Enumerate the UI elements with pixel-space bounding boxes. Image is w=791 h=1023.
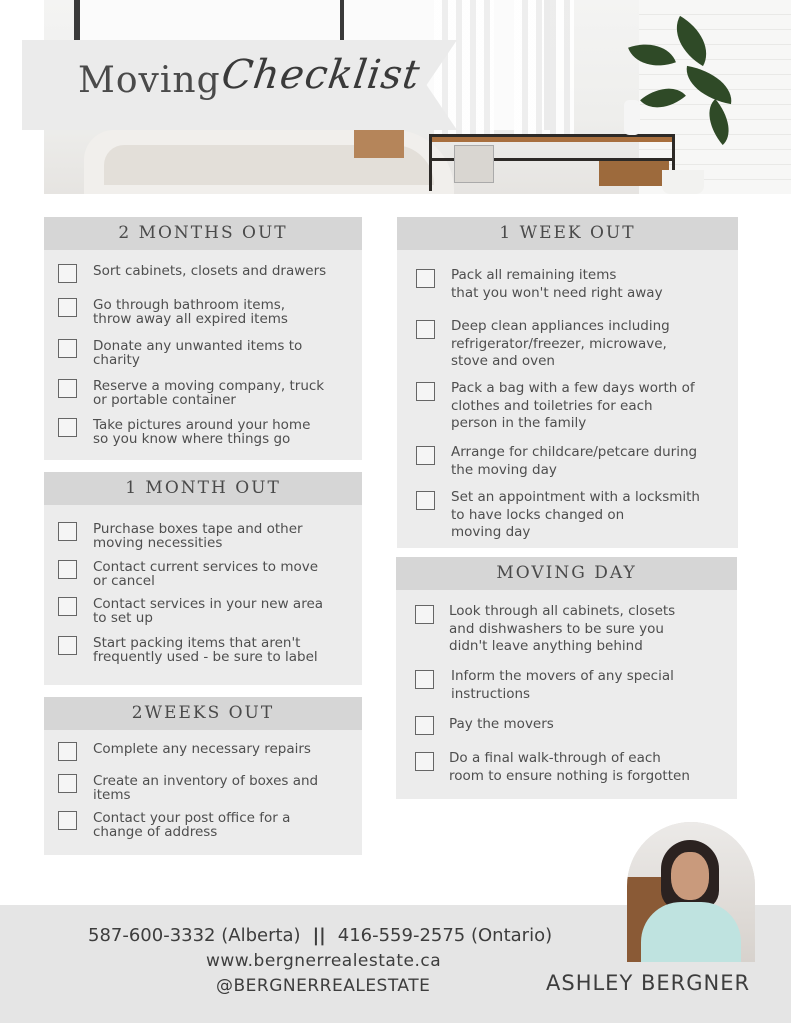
section-1-month-out xyxy=(44,472,362,685)
item-text: Deep clean appliances including refrigerator/freezer, microwave, stove and oven xyxy=(451,318,670,369)
section-title: 1 MONTH OUT xyxy=(44,472,362,505)
section-2-weeks-out xyxy=(44,697,362,855)
section-title: 1 WEEK OUT xyxy=(397,217,738,250)
item-text: Contact services in your new area to set up xyxy=(93,596,324,626)
checkbox[interactable] xyxy=(58,811,77,830)
checkbox[interactable] xyxy=(416,320,435,339)
section-moving-day xyxy=(396,557,737,799)
item-text: Arrange for childcare/petcare during the moving day xyxy=(451,444,698,478)
checkbox[interactable] xyxy=(58,597,77,616)
checkbox[interactable] xyxy=(416,269,435,288)
item-text: Contact current services to move or cancel xyxy=(93,559,319,589)
section-1-week-out xyxy=(397,217,738,548)
section-title: MOVING DAY xyxy=(396,557,737,590)
phone-ontario[interactable]: 416-559-2575 (Ontario) xyxy=(337,925,553,946)
website-link[interactable]: www.bergnerrealestate.ca xyxy=(206,951,442,971)
checkbox[interactable] xyxy=(58,339,77,358)
agent-name: ASHLEY BERGNER xyxy=(546,971,751,995)
checkbox[interactable] xyxy=(415,670,434,689)
checkbox[interactable] xyxy=(58,418,77,437)
checkbox[interactable] xyxy=(58,560,77,579)
checkbox[interactable] xyxy=(58,298,77,317)
item-text: Donate any unwanted items to charity xyxy=(93,338,303,368)
agent-photo xyxy=(627,822,755,962)
item-text: Complete any necessary repairs xyxy=(93,741,311,757)
item-text: Reserve a moving company, truck or portable container xyxy=(93,378,325,408)
checkbox[interactable] xyxy=(416,446,435,465)
checkbox[interactable] xyxy=(416,382,435,401)
checkbox[interactable] xyxy=(58,522,77,541)
section-title: 2WEEKS OUT xyxy=(44,697,362,730)
item-text: Inform the movers of any special instructions xyxy=(451,668,674,702)
title-word-moving: Moving xyxy=(78,60,221,101)
section-2-months-out xyxy=(44,217,362,460)
checkbox[interactable] xyxy=(415,752,434,771)
checkbox[interactable] xyxy=(58,774,77,793)
checkbox[interactable] xyxy=(415,605,434,624)
item-text: Create an inventory of boxes and items xyxy=(93,773,319,803)
checkbox[interactable] xyxy=(416,491,435,510)
checkbox[interactable] xyxy=(58,264,77,283)
item-text: Pay the movers xyxy=(449,716,554,732)
title-word-checklist: Checklist xyxy=(218,52,424,98)
item-text: Pack a bag with a few days worth of clothes and toiletries for each person in the family xyxy=(451,380,695,431)
item-text: Do a final walk-through of each room to ensure nothing is forgotten xyxy=(449,750,690,784)
checkbox[interactable] xyxy=(58,379,77,398)
checkbox[interactable] xyxy=(415,716,434,735)
item-text: Purchase boxes tape and other moving necessities xyxy=(93,521,303,551)
phone-numbers xyxy=(88,925,552,946)
checkbox[interactable] xyxy=(58,636,77,655)
phone-alberta[interactable]: 587-600-3332 (Alberta) xyxy=(88,925,301,946)
item-text: Look through all cabinets, closets and dishwashers to be sure you didn't leave anything behind xyxy=(449,603,676,654)
phone-separator: || xyxy=(312,925,326,946)
item-text: Start packing items that aren't frequently used - be sure to label xyxy=(93,635,318,665)
item-text: Sort cabinets, closets and drawers xyxy=(93,263,327,279)
item-text: Go through bathroom items, throw away all expired items xyxy=(93,297,288,327)
social-handle[interactable]: @BERGNERREALESTATE xyxy=(216,976,431,996)
item-text: Pack all remaining items that you won't need right away xyxy=(451,267,663,301)
checkbox[interactable] xyxy=(58,742,77,761)
item-text: Set an appointment with a locksmith to have locks changed on moving day xyxy=(451,489,700,540)
item-text: Take pictures around your home so you know where things go xyxy=(93,417,311,447)
section-title: 2 MONTHS OUT xyxy=(44,217,362,250)
item-text: Contact your post office for a change of address xyxy=(93,810,291,840)
